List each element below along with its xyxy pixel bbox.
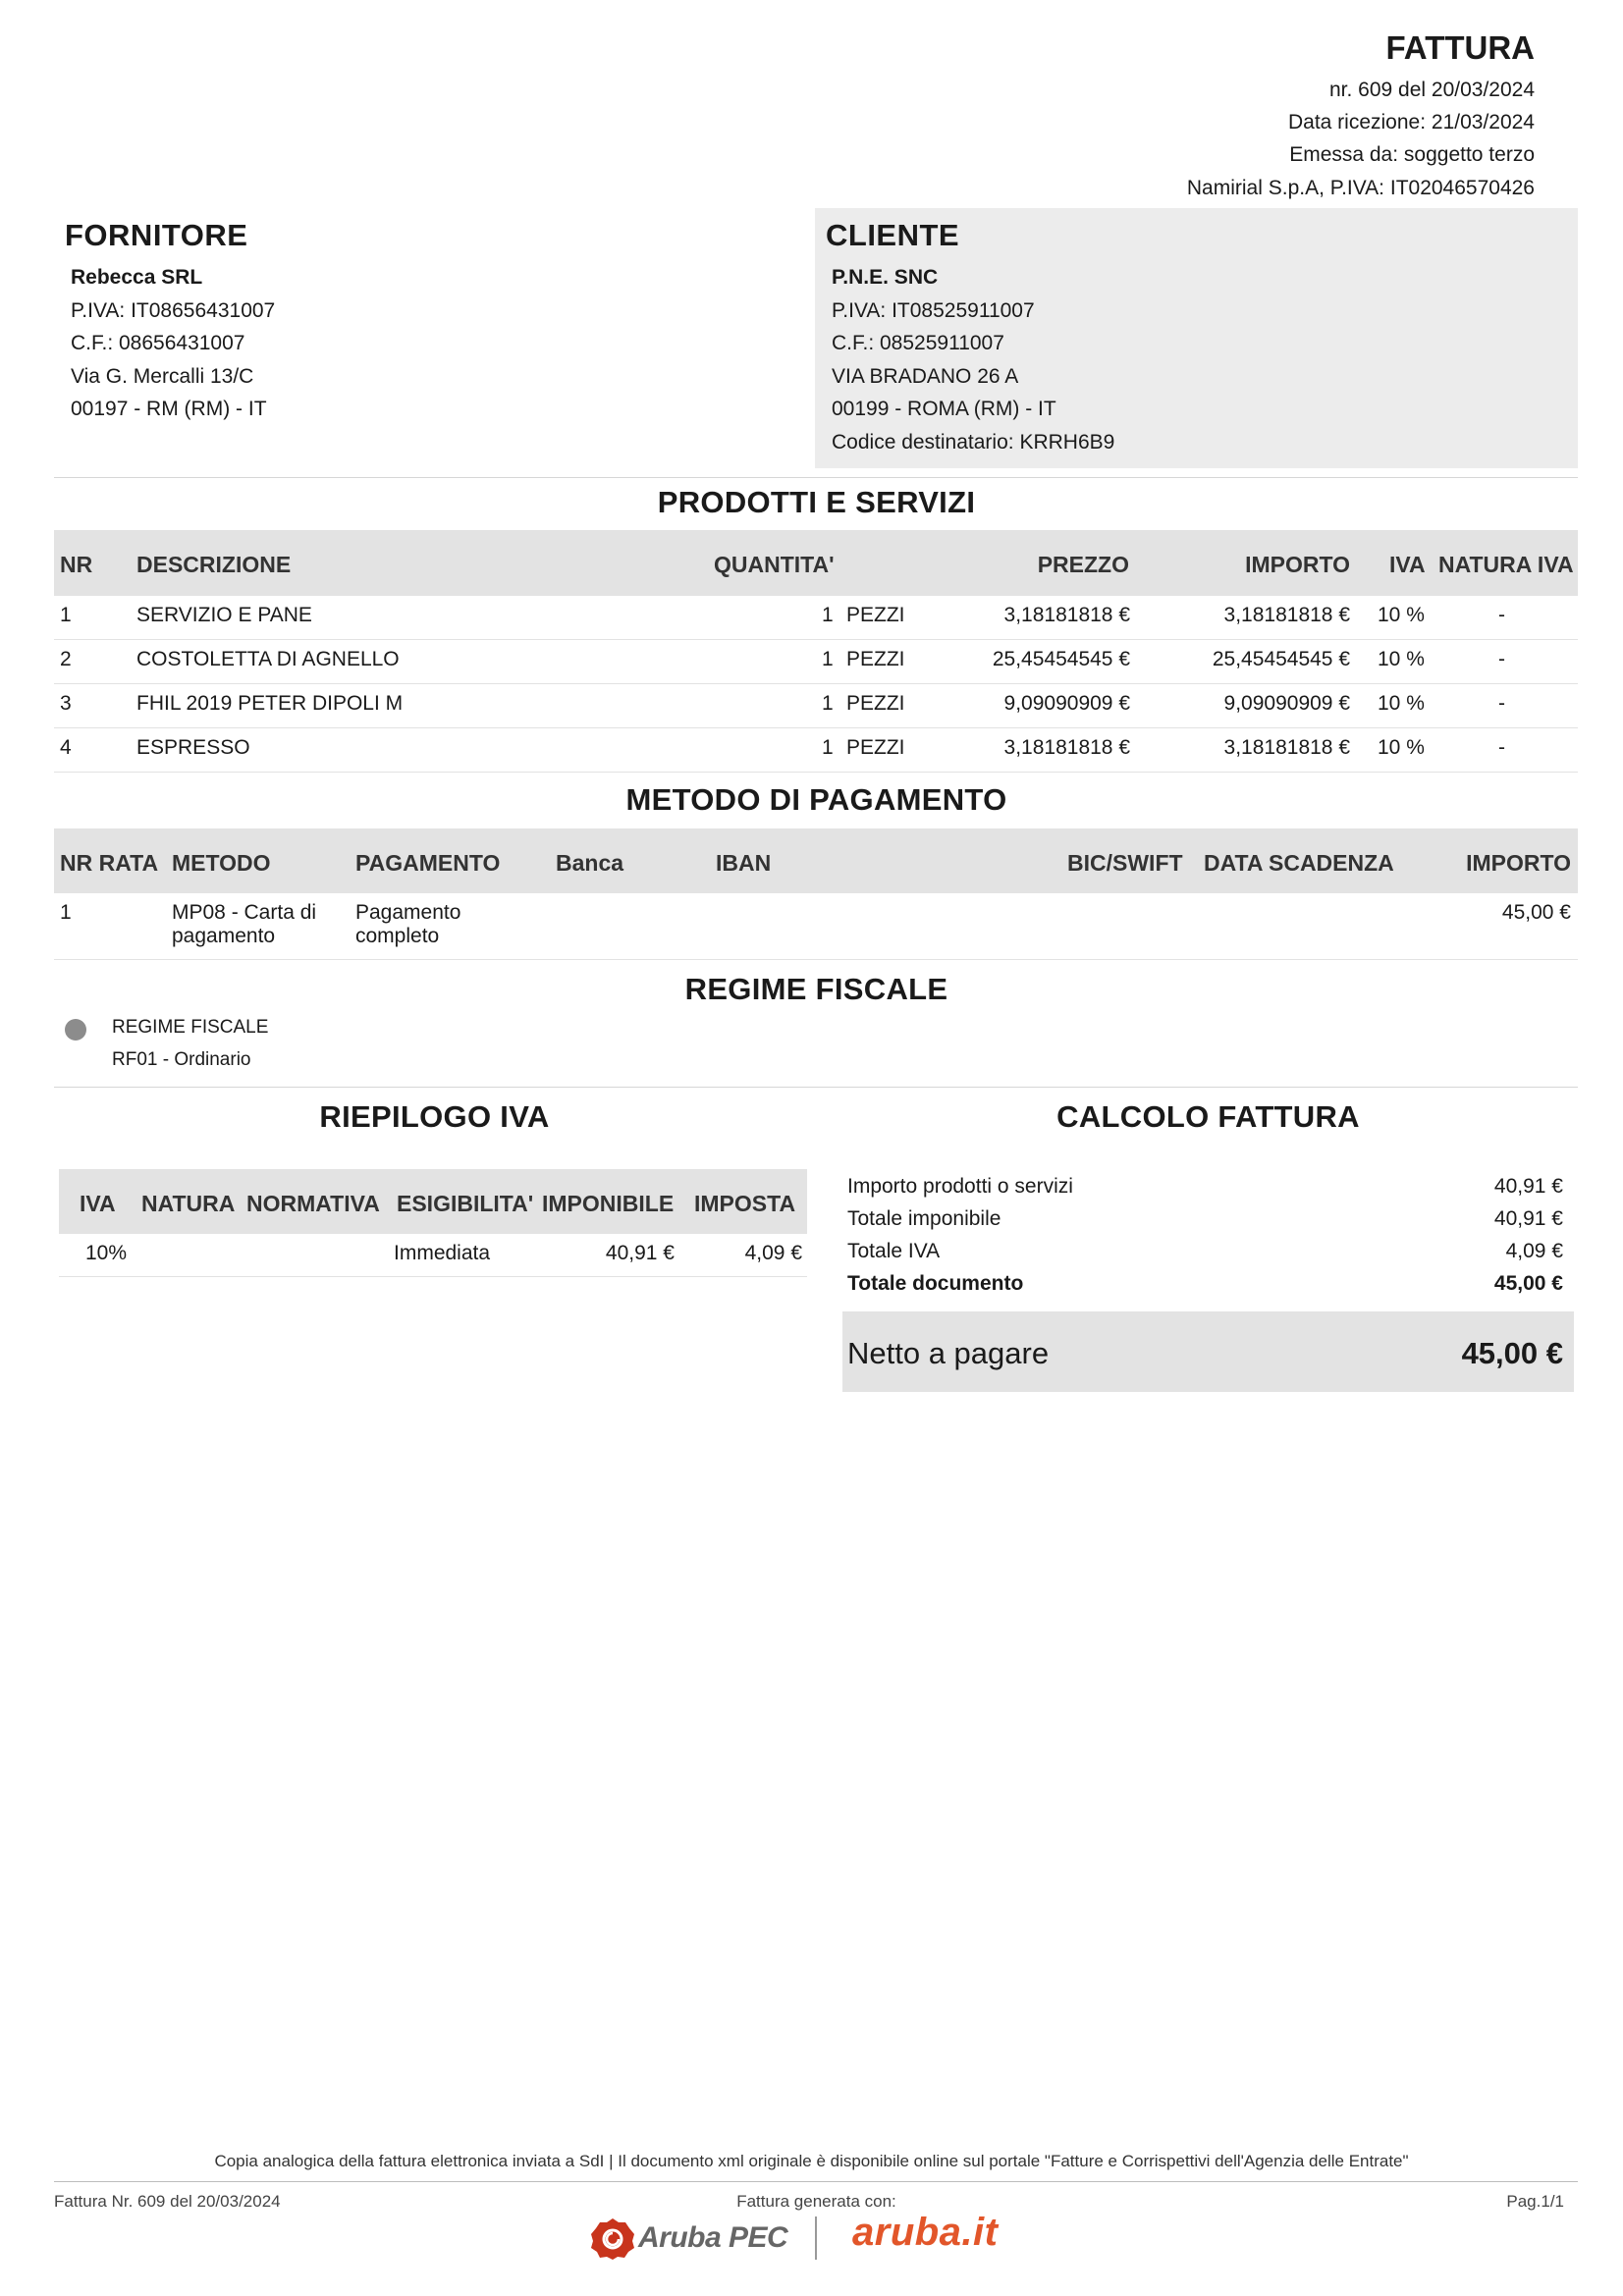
row-unit: PEZZI [846, 692, 905, 715]
supplier-name: Rebecca SRL [71, 266, 203, 289]
vat-imposta: 4,09 € [744, 1242, 802, 1264]
row-desc: FHIL 2019 PETER DIPOLI M [136, 692, 404, 715]
col-nr: NR [60, 552, 93, 577]
client-address: VIA BRADANO 26 A [832, 365, 1019, 388]
row-price: 9,09090909 € [1003, 692, 1130, 715]
row-iva: 10 % [1378, 648, 1425, 670]
issuer-info: Namirial S.p.A, P.IVA: IT02046570426 [1186, 177, 1535, 199]
supplier-city: 00197 - RM (RM) - IT [71, 398, 267, 420]
col-prezzo: PREZZO [1037, 552, 1129, 577]
products-heading: PRODOTTI E SERVIZI [657, 485, 976, 519]
row-qty: 1 [822, 736, 834, 759]
row-desc: SERVIZIO E PANE [136, 604, 312, 626]
supplier-cf: C.F.: 08656431007 [71, 332, 245, 354]
row-desc: COSTOLETTA DI AGNELLO [136, 648, 400, 670]
row-divider [54, 727, 1578, 728]
row-amount: 3,18181818 € [1223, 604, 1350, 626]
pay-method-line1: MP08 - Carta di [172, 901, 317, 924]
row-price: 25,45454545 € [992, 648, 1130, 670]
net-to-pay-label: Netto a pagare [847, 1336, 1050, 1370]
calc-heading: CALCOLO FATTURA [1056, 1099, 1360, 1134]
row-amount: 9,09090909 € [1223, 692, 1350, 715]
col-vat-imponibile: IMPONIBILE [542, 1191, 675, 1216]
row-divider [59, 1276, 807, 1277]
row-desc: ESPRESSO [136, 736, 250, 759]
client-cf: C.F.: 08525911007 [832, 332, 1004, 354]
calc-label-products: Importo prodotti o servizi [847, 1175, 1073, 1198]
pay-type-line2: completo [355, 925, 440, 947]
row-qty: 1 [822, 692, 834, 715]
row-amount: 25,45454545 € [1212, 648, 1350, 670]
payment-heading: METODO DI PAGAMENTO [625, 782, 1007, 817]
pay-type-line1: Pagamento [355, 901, 461, 924]
footer-generated-with: Fattura generata con: [736, 2192, 896, 2211]
row-natura: - [1498, 736, 1505, 759]
col-metodo: METODO [172, 850, 271, 876]
regime-label: REGIME FISCALE [112, 1017, 269, 1038]
row-qty: 1 [822, 604, 834, 626]
row-nr: 4 [60, 736, 72, 759]
col-vat-esigibilita: ESIGIBILITA' [397, 1191, 534, 1216]
col-importo: IMPORTO [1245, 552, 1350, 577]
invoice-number: nr. 609 del 20/03/2024 [1328, 79, 1535, 101]
calc-label-imponibile: Totale imponibile [847, 1207, 1001, 1230]
row-unit: PEZZI [846, 736, 905, 759]
divider [54, 477, 1578, 478]
document-title: FATTURA [1385, 29, 1535, 66]
row-natura: - [1498, 604, 1505, 626]
row-nr: 3 [60, 692, 72, 715]
row-divider [54, 683, 1578, 684]
supplier-piva: P.IVA: IT08656431007 [71, 299, 276, 322]
col-nr-rata: NR RATA [60, 850, 159, 876]
client-city: 00199 - ROMA (RM) - IT [832, 398, 1056, 420]
divider [54, 1087, 1578, 1088]
client-name: P.N.E. SNC [832, 266, 939, 289]
row-divider [54, 772, 1578, 773]
vat-imponibile: 40,91 € [605, 1242, 675, 1264]
supplier-address: Via G. Mercalli 13/C [71, 365, 254, 388]
col-pagamento: PAGAMENTO [355, 850, 501, 876]
row-amount: 3,18181818 € [1223, 736, 1350, 759]
row-natura: - [1498, 648, 1505, 670]
col-vat-natura: NATURA [141, 1191, 236, 1216]
vat-esigibilita: Immediata [394, 1242, 491, 1264]
row-unit: PEZZI [846, 604, 905, 626]
col-iva: IVA [1389, 552, 1426, 577]
aruba-it-logo: aruba.it [852, 2211, 999, 2254]
calc-label-total: Totale documento [847, 1272, 1024, 1295]
pay-amount: 45,00 € [1501, 901, 1571, 924]
calc-value-imponibile: 40,91 € [1493, 1207, 1563, 1230]
vat-summary-heading: RIEPILOGO IVA [319, 1099, 550, 1134]
row-nr: 1 [60, 604, 72, 626]
col-data-scadenza: DATA SCADENZA [1204, 850, 1394, 876]
logo-separator [815, 2216, 817, 2260]
regime-value: RF01 - Ordinario [112, 1049, 251, 1070]
regime-bullet-icon [65, 1019, 86, 1041]
row-price: 3,18181818 € [1003, 604, 1130, 626]
col-bic-swift: BIC/SWIFT [1067, 850, 1183, 876]
row-price: 3,18181818 € [1003, 736, 1130, 759]
client-piva: P.IVA: IT08525911007 [832, 299, 1035, 322]
col-descrizione: DESCRIZIONE [136, 552, 292, 577]
vat-rate: 10% [85, 1242, 128, 1264]
row-divider [54, 959, 1578, 960]
pay-nr: 1 [60, 901, 72, 924]
supplier-heading: FORNITORE [65, 218, 248, 252]
col-iban: IBAN [716, 850, 772, 876]
regime-heading: REGIME FISCALE [684, 972, 948, 1006]
footer-page: Pag.1/1 [1506, 2192, 1564, 2211]
aruba-pec-logo-icon [589, 2216, 636, 2265]
calc-value-products: 40,91 € [1493, 1175, 1563, 1198]
footer-divider [54, 2181, 1578, 2182]
col-vat-imposta: IMPOSTA [694, 1191, 796, 1216]
receipt-date: Data ricezione: 21/03/2024 [1287, 111, 1535, 133]
row-iva: 10 % [1378, 604, 1425, 626]
row-nr: 2 [60, 648, 72, 670]
row-natura: - [1498, 692, 1505, 715]
row-divider [54, 639, 1578, 640]
aruba-pec-logo-text: Aruba PEC [638, 2221, 788, 2254]
col-vat-iva: IVA [80, 1191, 116, 1216]
row-qty: 1 [822, 648, 834, 670]
col-banca: Banca [556, 850, 624, 876]
col-vat-normativa: NORMATIVA [246, 1191, 380, 1216]
client-dest-code: Codice destinatario: KRRH6B9 [832, 431, 1115, 454]
pay-method-line2: pagamento [172, 925, 276, 947]
issued-by: Emessa da: soggetto terzo [1289, 143, 1535, 166]
calc-label-iva: Totale IVA [847, 1240, 941, 1262]
net-to-pay-value: 45,00 € [1461, 1336, 1563, 1370]
row-iva: 10 % [1378, 736, 1425, 759]
calc-value-iva: 4,09 € [1505, 1240, 1563, 1262]
row-iva: 10 % [1378, 692, 1425, 715]
col-quantita: QUANTITA' [714, 552, 835, 577]
col-natura-iva: NATURA IVA [1438, 552, 1574, 577]
row-unit: PEZZI [846, 648, 905, 670]
footer-invoice-ref: Fattura Nr. 609 del 20/03/2024 [54, 2192, 281, 2211]
col-importo-pay: IMPORTO [1466, 850, 1571, 876]
calc-value-total: 45,00 € [1493, 1272, 1563, 1295]
client-heading: CLIENTE [826, 218, 960, 252]
footer-note: Copia analogica della fattura elettronica inviata a SdI | Il documento xml originale è disponibile online sul portale "Fatture e Corrispettivi dell'Agenzia delle Entrate" [214, 2152, 1409, 2170]
